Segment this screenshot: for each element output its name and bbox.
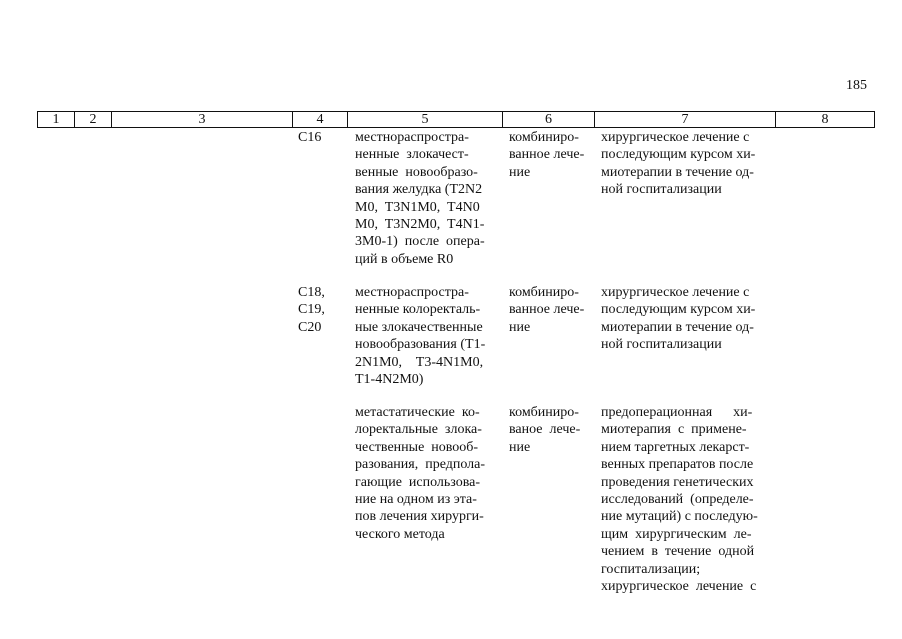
column-number-3: 3 xyxy=(112,112,293,128)
column-number-6: 6 xyxy=(503,112,595,128)
treatment-type: комбиниро- ваное лече- ние xyxy=(509,405,581,455)
diagnosis-description: местнораспростра- ненные злокачест- венные новообразо- вания желудка (T2N2 M0, T3N1M0, T4N0 M0, T3N2M0, T4N1- 3M0-1) после опера- ций в объеме R0 xyxy=(355,130,485,267)
treatment-type: комбиниро- ванное лече- ние xyxy=(509,130,585,180)
icd-code: C16 xyxy=(298,130,322,145)
column-number-8: 8 xyxy=(776,112,875,128)
page-number: 185 xyxy=(846,78,867,93)
treatment-method: предоперационная хи- миотерапия с примене- нием таргетных лекарст- венных препаратов после проведения генетических исследований (определе- ние мутаций) с последую- щим хирургическим ле- чением в течение одной госпитализации; хирургическое лечение с xyxy=(601,405,758,595)
treatment-method: хирургическое лечение с последующим курсом хи- миотерапии в течение од- ной госпитализации xyxy=(601,285,756,353)
diagnosis-description: метастатические ко- лоректальные злока- чественные новооб- разования, предпола- гающие использова- ние на одном из эта- пов лечения хирурги- ческого метода xyxy=(355,405,486,542)
column-number-2: 2 xyxy=(75,112,112,128)
treatment-type: комбиниро- ванное лече- ние xyxy=(509,285,585,335)
diagnosis-description: местнораспростра- ненные колоректаль- ные злокачественные новообразования (T1- 2N1M0, T3-4N1M0, T1-4N2M0) xyxy=(355,285,486,388)
column-number-header xyxy=(37,111,875,128)
column-number-5: 5 xyxy=(348,112,503,128)
treatment-method: хирургическое лечение с последующим курсом хи- миотерапии в течение од- ной госпитализации xyxy=(601,130,756,198)
icd-code: C18, C19, C20 xyxy=(298,285,325,335)
column-number-1: 1 xyxy=(38,112,75,128)
column-number-4: 4 xyxy=(293,112,348,128)
column-number-7: 7 xyxy=(595,112,776,128)
